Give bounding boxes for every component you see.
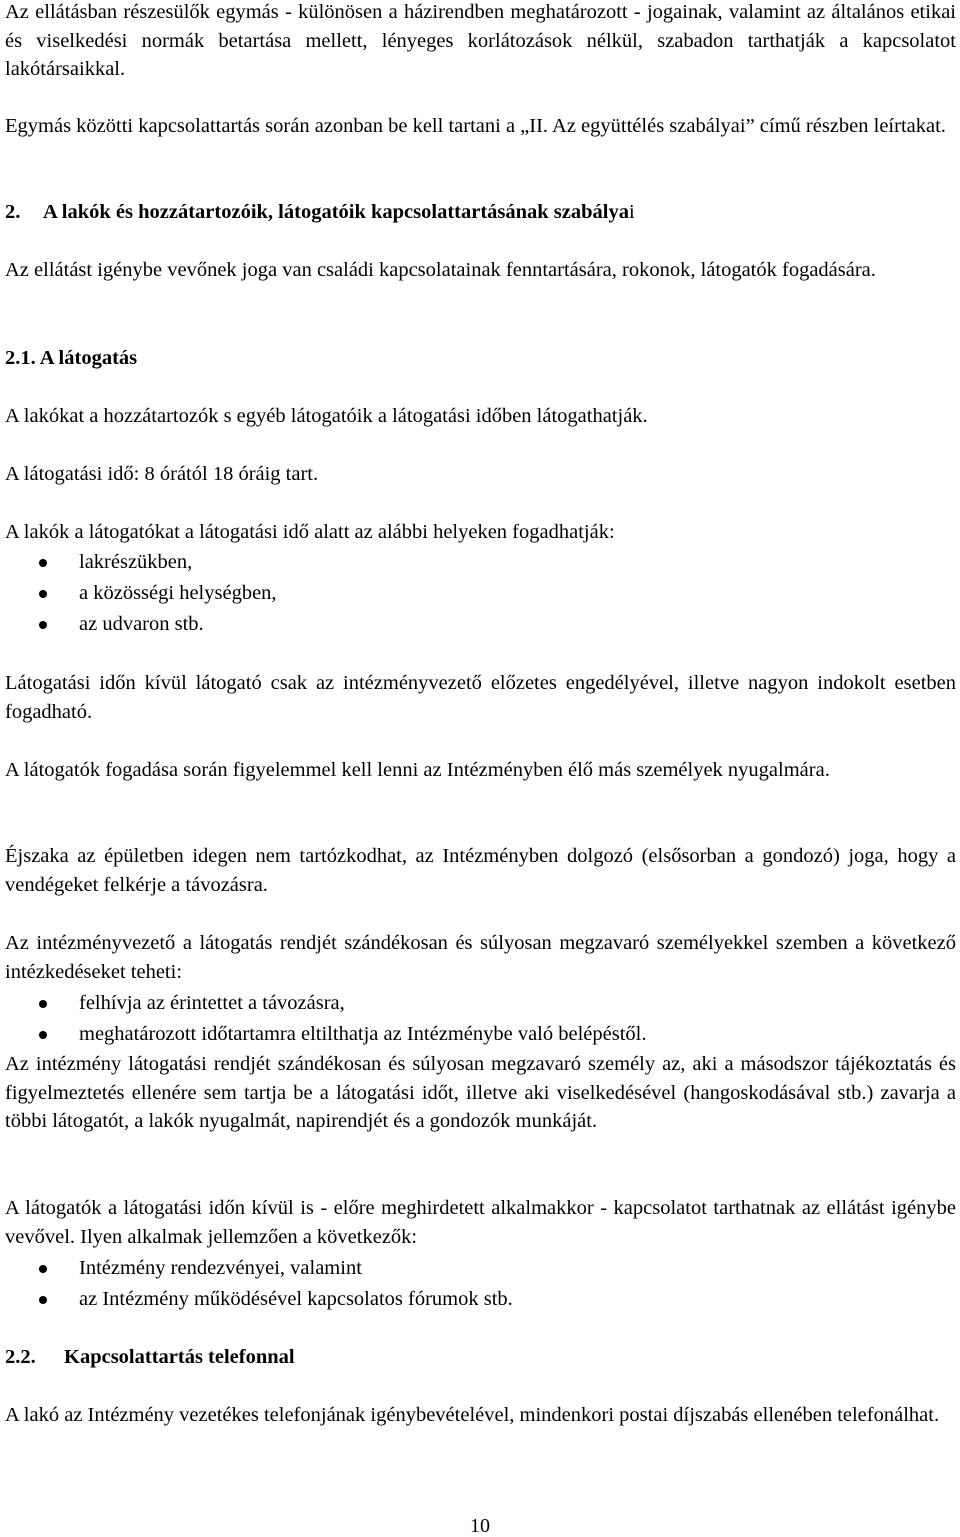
heading-section-2-2-number: 2.2. — [5, 1346, 36, 1368]
paragraph-outside-hours: Látogatási időn kívül látogató csak az intézményvezető előzetes engedélyével, illetve nagyon indokolt esetben fogadható. — [5, 672, 956, 723]
paragraph-reception-places: A lakók a látogatókat a látogatási idő alatt az alábbi helyeken fogadhatják: — [5, 521, 615, 543]
paragraph-visiting-hours: A látogatási idő: 8 órától 18 óráig tart. — [5, 463, 319, 485]
heading-section-2-2 — [5, 1343, 295, 1371]
heading-section-2-number: 2. — [5, 201, 21, 223]
heading-section-2-tail: i — [628, 201, 635, 223]
heading-section-2-2-title: Kapcsolattartás telefonnal — [64, 1346, 295, 1368]
list-reception-places — [5, 547, 277, 640]
bullet-icon — [39, 1296, 47, 1304]
page-number: 10 — [470, 1515, 490, 1537]
list-director-measures — [5, 988, 647, 1050]
list-item: az udvaron stb. — [5, 609, 277, 640]
paragraph-family-contact-right: Az ellátást igénybe vevőnek joga van családi kapcsolatainak fenntartására, rokonok, látogatók fogadására. — [5, 259, 876, 281]
list-item: meghatározott időtartamra eltilthatja az Intézménybe való belépéstől. — [5, 1019, 647, 1050]
paragraph-director-measures: Az intézményvezető a látogatás rendjét szándékosan és súlyosan megzavaró személyekkel szemben a következő intézkedéseket teheti: — [5, 932, 956, 983]
paragraph-night-rules: Éjszaka az épületben idegen nem tartózkodhat, az Intézményben dolgozó (elsősorban a gondozó) joga, hogy a vendégeket felkérje a távozásra. — [5, 845, 956, 896]
paragraph-mutual-relations: Az ellátásban részesülők egymás - különösen a házirendben meghatározott - jogainak, valamint az általános etikai és viselkedési normák betartása mellett, lényeges korlátozások nélkül, szabadon tarthatják a kapcsolatot lakótársaikkal. — [5, 1, 956, 80]
heading-section-2-title: A lakók és hozzátartozóik, látogatóik kapcsolattartásának szabálya — [43, 201, 629, 223]
list-item: a közösségi helységben, — [5, 578, 277, 609]
bullet-icon — [39, 590, 47, 598]
heading-section-2 — [5, 198, 635, 226]
bullet-icon — [39, 1265, 47, 1273]
paragraph-disruptive-person: Az intézmény látogatási rendjét szándékosan és súlyosan megzavaró személy az, aki a másodszor tájékoztatás és figyelmeztetés ellenére sem tartja be a látogatási időt, illetve aki viselkedésével (hangoskodásával stb.) zavarja a többi látogatót, a lakók nyugalmát, napirendjét és a gondozók munkáját. — [5, 1053, 956, 1132]
paragraph-visiting-permission: A lakókat a hozzátartozók s egyéb látogatóik a látogatási időben látogathatják. — [5, 405, 648, 427]
bullet-icon — [39, 559, 47, 567]
paragraph-coexistence-rules: Egymás közötti kapcsolattartás során azonban be kell tartani a „II. Az együttélés szabályai” című részben leírtakat. — [5, 115, 946, 137]
list-occasions — [5, 1253, 513, 1315]
list-item: az Intézmény működésével kapcsolatos fórumok stb. — [5, 1284, 513, 1315]
bullet-icon — [39, 1031, 47, 1039]
paragraph-special-occasions: A látogatók a látogatási időn kívül is - előre meghirdetett alkalmakkor - kapcsolatot tarthatnak az ellátást igénybe vevővel. Ilyen alkalmak jellemzően a következők: — [5, 1197, 956, 1248]
list-item: Intézmény rendezvényei, valamint — [5, 1253, 513, 1284]
list-item: felhívja az érintettet a távozásra, — [5, 988, 647, 1019]
list-item: lakrészükben, — [5, 547, 277, 578]
paragraph-telephone: A lakó az Intézmény vezetékes telefonjának igénybevételével, mindenkori postai díjszabás ellenében telefonálhat. — [5, 1404, 940, 1426]
bullet-icon — [39, 621, 47, 629]
bullet-icon — [39, 1000, 47, 1008]
paragraph-consideration: A látogatók fogadása során figyelemmel kell lenni az Intézményben élő más személyek nyugalmára. — [5, 759, 830, 781]
heading-section-2-1: 2.1. A látogatás — [5, 347, 138, 369]
